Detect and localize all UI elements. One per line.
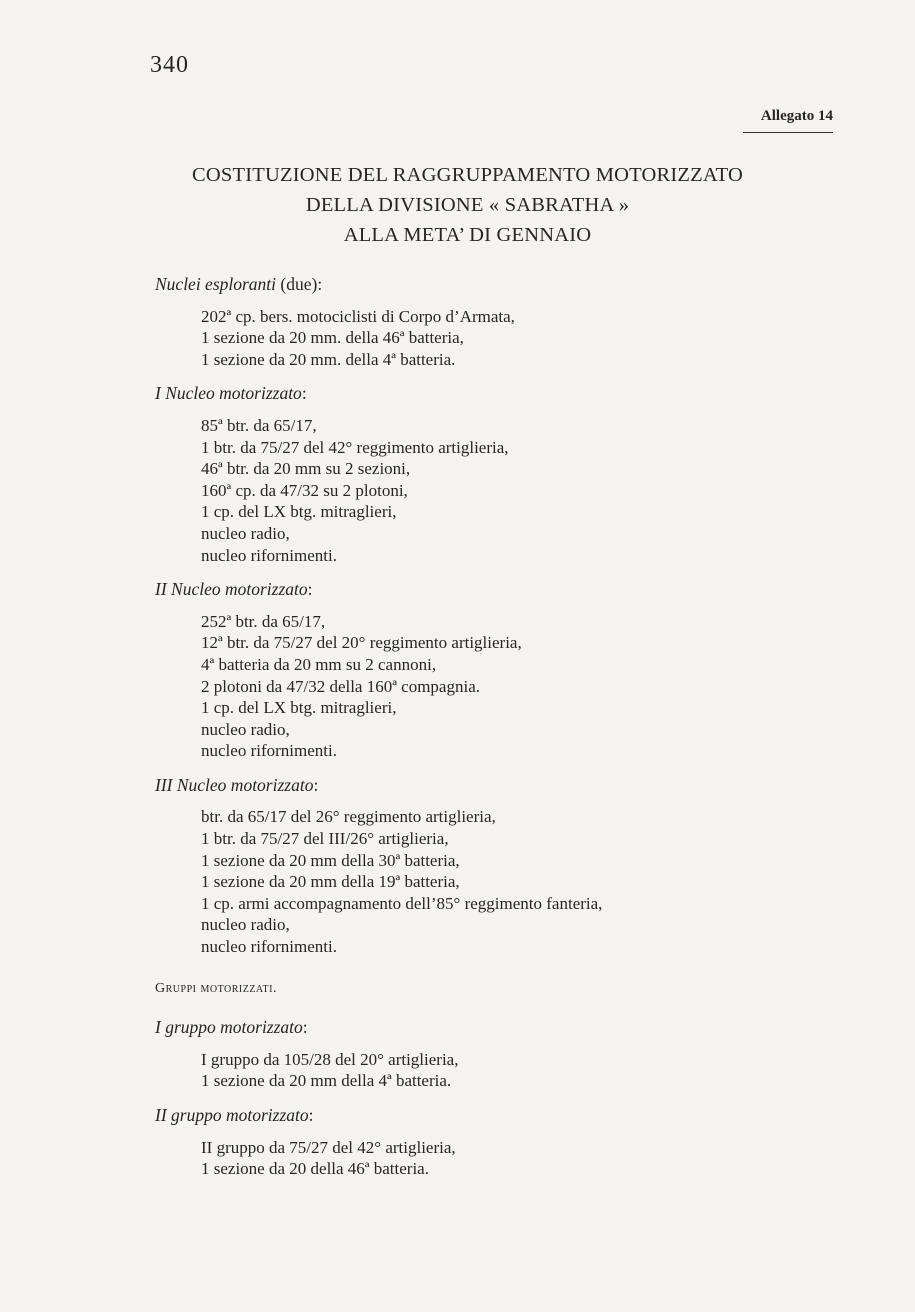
list-item: nucleo radio,	[201, 719, 290, 739]
document-body	[155, 274, 795, 1180]
list-item: 160ª cp. da 47/32 su 2 plotoni,	[201, 480, 408, 500]
section-iii-nucleo	[155, 775, 795, 958]
list-item: 2 plotoni da 47/32 della 160ª compagnia.	[201, 676, 480, 696]
list-item: II gruppo da 75/27 del 42° artiglieria,	[201, 1137, 456, 1157]
section-title-suffix: :	[307, 579, 313, 600]
group-i-gruppo	[155, 1017, 795, 1092]
item-list	[201, 806, 795, 957]
group-title-suffix: :	[308, 1105, 314, 1125]
section-title: Nuclei esploranti	[155, 274, 277, 294]
list-item: 46ª btr. da 20 mm su 2 sezioni,	[201, 459, 411, 479]
list-item: nucleo radio,	[201, 915, 290, 935]
section-title: I Nucleo motorizzato	[155, 383, 302, 404]
section-nuclei-esploranti	[155, 274, 795, 370]
group-title: I gruppo motorizzato	[155, 1017, 303, 1038]
section-title-suffix: :	[313, 774, 319, 795]
list-item: 1 sezione da 20 mm della 4ª batteria.	[201, 1071, 452, 1091]
list-item: 1 btr. da 75/27 del III/26° artiglieria,	[201, 829, 449, 849]
section-title-suffix: :	[301, 383, 307, 404]
item-list	[201, 611, 795, 762]
section-title-suffix: (due):	[276, 274, 323, 294]
list-item: 1 sezione da 20 della 46ª batteria.	[201, 1159, 429, 1179]
list-item: 1 sezione da 20 mm. della 46ª batteria,	[201, 328, 464, 348]
annex-label: Allegato 14	[743, 108, 833, 133]
list-item: 85ª btr. da 65/17,	[201, 415, 317, 435]
title-line: COSTITUZIONE DEL RAGGRUPPAMENTO MOTORIZZATO	[192, 164, 743, 186]
group-ii-gruppo	[155, 1105, 795, 1180]
list-item: 1 sezione da 20 mm. della 4ª batteria.	[201, 349, 456, 369]
list-item: nucleo radio,	[201, 523, 290, 543]
list-item: 4ª batteria da 20 mm su 2 cannoni,	[201, 654, 437, 674]
list-item: btr. da 65/17 del 26° reggimento artiglieria,	[201, 807, 496, 827]
list-item: 1 sezione da 20 mm della 30ª batteria,	[201, 850, 460, 870]
section-i-nucleo	[155, 383, 795, 566]
list-item: 12ª btr. da 75/27 del 20° reggimento artiglieria,	[201, 633, 522, 653]
title-line: DELLA DIVISIONE « SABRATHA »	[305, 194, 630, 216]
page-number: 340	[150, 52, 189, 78]
list-item: 252ª btr. da 65/17,	[201, 611, 326, 631]
list-item: nucleo rifornimenti.	[201, 545, 337, 565]
list-item: nucleo rifornimenti.	[201, 741, 337, 761]
list-item: 202ª cp. bers. motociclisti di Corpo d’Armata,	[201, 306, 515, 326]
item-list	[201, 1137, 795, 1180]
list-item: 1 btr. da 75/27 del 42° reggimento artiglieria,	[201, 437, 509, 457]
item-list	[201, 306, 795, 371]
document-title	[0, 160, 915, 250]
list-item: 1 cp. del LX btg. mitraglieri,	[201, 698, 397, 718]
title-line: ALLA META’ DI GENNAIO	[343, 224, 592, 246]
list-item: I gruppo da 105/28 del 20° artiglieria,	[201, 1049, 459, 1069]
section-title: II Nucleo motorizzato	[155, 579, 308, 600]
group-title-suffix: :	[302, 1017, 308, 1038]
section-title: III Nucleo motorizzato	[155, 774, 314, 795]
item-list	[201, 1049, 795, 1092]
groups-heading: Gruppi motorizzati.	[155, 980, 277, 996]
list-item: 1 sezione da 20 mm della 19ª batteria,	[201, 872, 460, 892]
list-item: 1 cp. del LX btg. mitraglieri,	[201, 502, 397, 522]
item-list	[201, 415, 795, 566]
list-item: 1 cp. armi accompagnamento dell’85° reggimento fanteria,	[201, 893, 603, 913]
section-ii-nucleo	[155, 579, 795, 762]
list-item: nucleo rifornimenti.	[201, 937, 337, 957]
group-title: II gruppo motorizzato	[155, 1105, 309, 1125]
